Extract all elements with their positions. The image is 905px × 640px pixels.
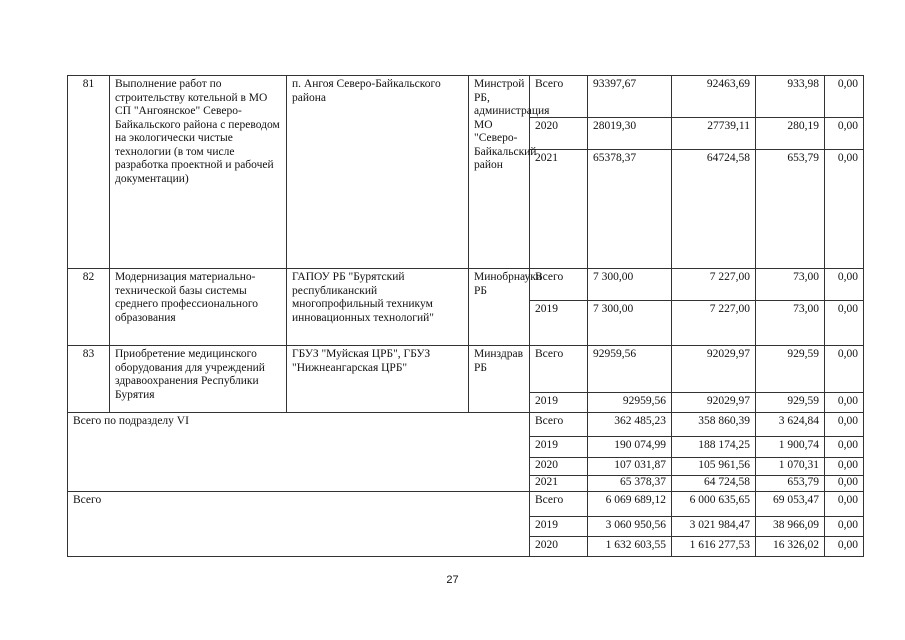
local-amount: 0,00 (825, 492, 864, 517)
year-cell: Всего (530, 76, 588, 118)
total-amount: 6 069 689,12 (588, 492, 672, 517)
local-amount: 0,00 (825, 537, 864, 557)
row-number: 83 (68, 346, 110, 413)
local-amount: 0,00 (825, 458, 864, 476)
year-cell: Всего (530, 492, 588, 517)
federal-amount: 105 961,56 (672, 458, 756, 476)
total-amount: 107 031,87 (588, 458, 672, 476)
regional-amount: 933,98 (756, 76, 825, 118)
regional-amount: 929,59 (756, 393, 825, 413)
federal-amount: 188 174,25 (672, 437, 756, 458)
year-cell: 2020 (530, 537, 588, 557)
regional-amount: 73,00 (756, 269, 825, 301)
regional-amount: 1 900,74 (756, 437, 825, 458)
table-row (68, 346, 864, 393)
total-amount: 28019,30 (588, 118, 672, 150)
federal-amount: 6 000 635,65 (672, 492, 756, 517)
federal-amount: 64 724,58 (672, 475, 756, 492)
year-cell: 2019 (530, 393, 588, 413)
federal-amount: 7 227,00 (672, 301, 756, 346)
local-amount: 0,00 (825, 413, 864, 437)
responsible-customer: Минобрнауки РБ (469, 269, 530, 346)
object-name: Приобретение медицинского оборудования для учреждений здравоохранения Республики Бурятия (110, 346, 287, 413)
local-amount: 0,00 (825, 393, 864, 413)
federal-amount: 358 860,39 (672, 413, 756, 437)
year-cell: 2020 (530, 118, 588, 150)
responsible-customer: Минздрав РБ (469, 346, 530, 413)
total-amount: 65378,37 (588, 150, 672, 269)
year-cell: Всего (530, 346, 588, 393)
regional-amount: 73,00 (756, 301, 825, 346)
federal-amount: 1 616 277,53 (672, 537, 756, 557)
grand-total-label: Всего (68, 492, 530, 557)
federal-amount: 92029,97 (672, 393, 756, 413)
object-name: Выполнение работ по строительству котельной в МО СП "Ангоянское" Северо-Байкальского района с переводом на экологически чистые технологии (в том числе разработка проектной и рабочей документации) (110, 76, 287, 269)
total-amount: 92959,56 (588, 346, 672, 393)
federal-amount: 92463,69 (672, 76, 756, 118)
page-number: 27 (446, 574, 459, 586)
regional-amount: 280,19 (756, 118, 825, 150)
object-location: ГАПОУ РБ "Бурятский республиканский многопрофильный техникум инновационных технологий" (287, 269, 469, 346)
year-cell: 2020 (530, 458, 588, 476)
table-row (68, 269, 864, 301)
responsible-customer: Минстрой РБ, администрация МО "Северо-Байкальский район (469, 76, 530, 269)
total-amount: 65 378,37 (588, 475, 672, 492)
federal-amount: 7 227,00 (672, 269, 756, 301)
local-amount: 0,00 (825, 517, 864, 537)
row-number: 81 (68, 76, 110, 269)
year-cell: 2021 (530, 150, 588, 269)
row-number: 82 (68, 269, 110, 346)
regional-amount: 38 966,09 (756, 517, 825, 537)
local-amount: 0,00 (825, 301, 864, 346)
total-amount: 7 300,00 (588, 269, 672, 301)
federal-amount: 27739,11 (672, 118, 756, 150)
regional-amount: 929,59 (756, 346, 825, 393)
object-location: ГБУЗ "Муйская ЦРБ", ГБУЗ "Нижнеангарская ЦРБ" (287, 346, 469, 413)
grand-total-row (68, 492, 864, 517)
total-amount: 92959,56 (588, 393, 672, 413)
object-name: Модернизация материально-технической базы системы среднего профессионального образования (110, 269, 287, 346)
local-amount: 0,00 (825, 76, 864, 118)
total-amount: 93397,67 (588, 76, 672, 118)
table-row (68, 76, 864, 118)
regional-amount: 653,79 (756, 475, 825, 492)
object-location: п. Ангоя Северо-Байкальского района (287, 76, 469, 269)
federal-amount: 92029,97 (672, 346, 756, 393)
year-cell: 2019 (530, 517, 588, 537)
local-amount: 0,00 (825, 150, 864, 269)
local-amount: 0,00 (825, 437, 864, 458)
regional-amount: 653,79 (756, 150, 825, 269)
year-cell: 2019 (530, 437, 588, 458)
regional-amount: 16 326,02 (756, 537, 825, 557)
regional-amount: 3 624,84 (756, 413, 825, 437)
year-cell: Всего (530, 269, 588, 301)
investment-table (67, 75, 864, 557)
regional-amount: 1 070,31 (756, 458, 825, 476)
total-amount: 3 060 950,56 (588, 517, 672, 537)
federal-amount: 64724,58 (672, 150, 756, 269)
total-amount: 7 300,00 (588, 301, 672, 346)
local-amount: 0,00 (825, 475, 864, 492)
total-amount: 190 074,99 (588, 437, 672, 458)
regional-amount: 69 053,47 (756, 492, 825, 517)
year-cell: 2021 (530, 475, 588, 492)
total-amount: 362 485,23 (588, 413, 672, 437)
total-amount: 1 632 603,55 (588, 537, 672, 557)
subtotal-row (68, 413, 864, 437)
subtotal-label: Всего по подразделу VI (68, 413, 530, 492)
local-amount: 0,00 (825, 118, 864, 150)
local-amount: 0,00 (825, 269, 864, 301)
year-cell: 2019 (530, 301, 588, 346)
federal-amount: 3 021 984,47 (672, 517, 756, 537)
local-amount: 0,00 (825, 346, 864, 393)
year-cell: Всего (530, 413, 588, 437)
